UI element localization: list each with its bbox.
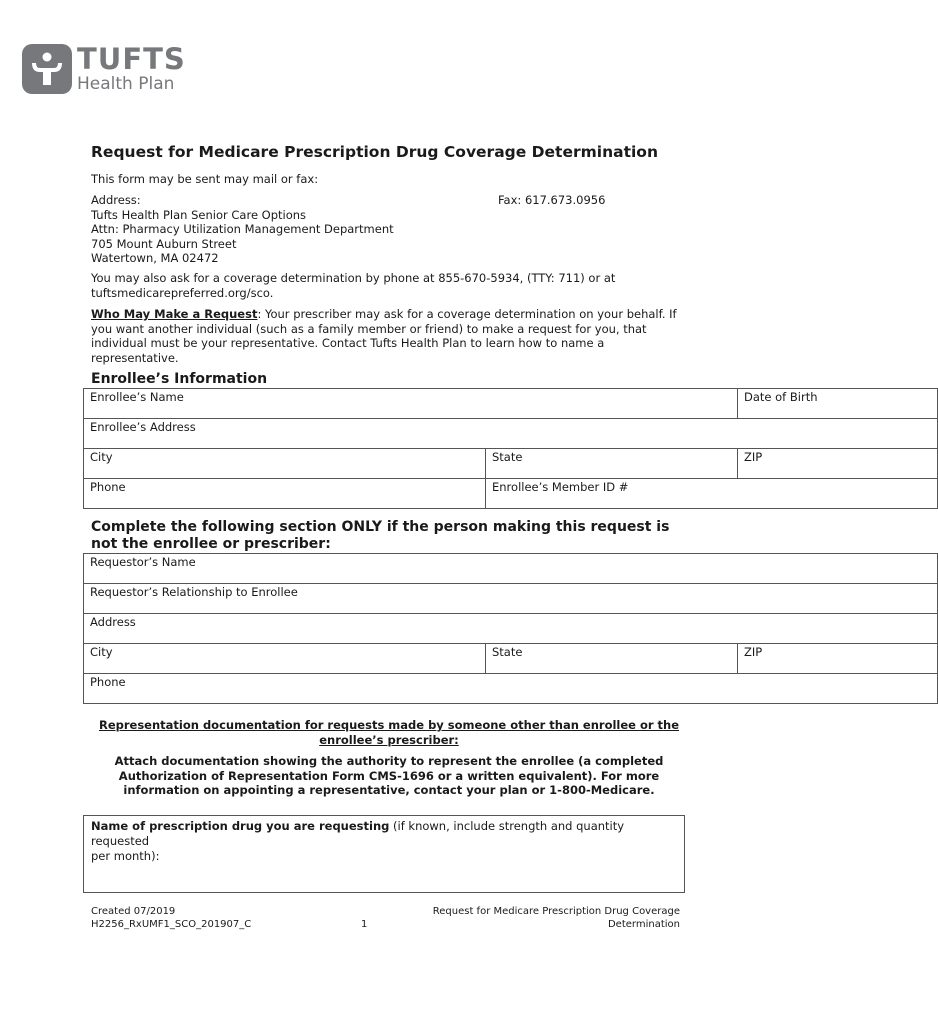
address-line: 705 Mount Auburn Street: [91, 236, 237, 251]
requestor-state-field[interactable]: State: [486, 644, 738, 674]
who-line: : Your prescriber may ask for a coverage determination on your behalf. If: [257, 307, 677, 321]
page-number: 1: [361, 919, 368, 930]
footer-doc-title: Determination: [607, 919, 680, 930]
enrollee-zip-field[interactable]: ZIP: [738, 449, 938, 479]
footer-doc-title: Request for Medicare Prescription Drug Coverage: [432, 906, 680, 917]
enrollee-dob-field[interactable]: Date of Birth: [738, 389, 938, 419]
address-line: Attn: Pharmacy Utilization Management Department: [91, 222, 394, 236]
enrollee-name-field[interactable]: Enrollee’s Name: [84, 389, 738, 419]
phone-line: tuftsmedicarepreferred.org/sco.: [91, 285, 274, 300]
enrollee-heading: Enrollee’s Information: [91, 371, 268, 387]
who-line: representative.: [91, 350, 179, 365]
tufts-logo-icon: [22, 44, 72, 94]
requestor-address-field[interactable]: Address: [84, 614, 938, 644]
requestor-name-field[interactable]: Requestor’s Name: [84, 554, 938, 584]
phone-line: You may also ask for a coverage determination by phone at 855-670-5934, (TTY: 711) or at: [91, 271, 616, 285]
tufts-logo: [22, 44, 186, 94]
drug-label-rest: (if known, include strength and quantity requested: [91, 819, 625, 848]
enrollee-member-id-field[interactable]: Enrollee’s Member ID #: [486, 479, 938, 509]
who-line: individual must be your representative. Contact Tufts Health Plan to learn how to name a: [91, 336, 605, 350]
representation-body: Attach documentation showing the authority to represent the enrollee (a completed Authorization of Representation Form CMS-1696 or a written equivalent). For more information on appointing a representative, contact your plan or 1-800-Medicare.: [114, 754, 664, 797]
logo-wordmark-health-plan: Health Plan: [77, 74, 175, 94]
requestor-zip-field[interactable]: ZIP: [738, 644, 938, 674]
enrollee-address-field[interactable]: Enrollee’s Address: [84, 419, 938, 449]
requestor-phone-field[interactable]: Phone: [84, 674, 938, 704]
address-label: Address:: [91, 193, 141, 207]
form-title: Request for Medicare Prescription Drug Coverage Determination: [91, 143, 658, 161]
footer-code: H2256_RxUMF1_SCO_201907_C: [91, 919, 252, 930]
enrollee-table: [83, 388, 938, 509]
requestor-heading: Complete the following section ONLY if the person making this request is not the enrollee or prescriber:: [91, 519, 670, 552]
mailing-address: [91, 193, 394, 266]
footer-created: Created 07/2019: [91, 906, 176, 917]
address-line: Watertown, MA 02472: [91, 251, 219, 265]
footer-left: [91, 905, 251, 931]
logo-wordmark-tufts: TUFTS: [77, 42, 186, 76]
drug-label-bold: Name of prescription drug you are requesting: [91, 819, 390, 833]
who-may-request-heading: Who May Make a Request: [91, 307, 258, 321]
phone-paragraph: [91, 271, 615, 300]
prescription-drug-field[interactable]: [83, 815, 685, 893]
enrollee-phone-field[interactable]: Phone: [84, 479, 486, 509]
enrollee-state-field[interactable]: State: [486, 449, 738, 479]
who-line: you want another individual (such as a family member or friend) to make a request for you, that: [91, 321, 647, 336]
drug-label-rest: per month):: [91, 849, 160, 863]
enrollee-city-field[interactable]: City: [84, 449, 486, 479]
address-line: Tufts Health Plan Senior Care Options: [91, 207, 307, 222]
requestor-table: [83, 553, 938, 704]
requestor-city-field[interactable]: City: [84, 644, 486, 674]
footer-right: [433, 905, 680, 931]
representation-heading: Representation documentation for requests made by someone other than enrollee or the enrollee’s prescriber:: [98, 718, 680, 747]
requestor-relationship-field[interactable]: Requestor’s Relationship to Enrollee: [84, 584, 938, 614]
who-may-request-paragraph: [91, 307, 677, 365]
fax-number: Fax: 617.673.0956: [498, 193, 606, 207]
intro-text: This form may be sent may mail or fax:: [91, 172, 319, 186]
